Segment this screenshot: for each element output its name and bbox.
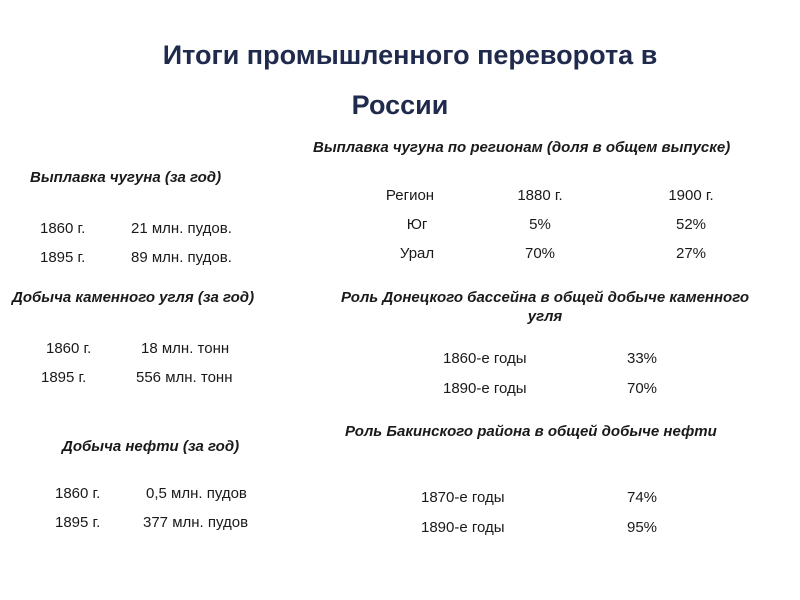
donetsk-role-heading: Роль Донецкого бассейна в общей добыче каменного угля: [340, 289, 749, 325]
donetsk-period-1860s: 1860-е годы: [443, 350, 527, 367]
oil-extraction-year-1860: 1860 г.: [55, 485, 101, 502]
iron-by-region-south-1880: 5%: [529, 216, 551, 233]
page-title: Итоги промышленного переворота в: [162, 40, 658, 70]
baku-period-1870s: 1870-е годы: [421, 489, 505, 506]
iron-smelting-value-1895: 89 млн. пудов.: [131, 249, 232, 266]
baku-share-1870s: 74%: [627, 489, 658, 506]
coal-mining-year-1860: 1860 г.: [46, 340, 92, 357]
oil-extraction-value-1895: 377 млн. пудов: [143, 514, 249, 531]
iron-smelting-year-1895: 1895 г.: [40, 249, 86, 266]
baku-role-heading: Роль Бакинского района в общей добыче нефти: [345, 423, 717, 440]
coal-mining-heading: Добыча каменного угля (за год): [12, 289, 255, 306]
coal-mining-year-1895: 1895 г.: [41, 369, 87, 386]
baku-share-1890s: 95%: [627, 519, 658, 536]
iron-by-region-ural: Урал: [399, 245, 435, 262]
donetsk-share-1860s: 33%: [627, 350, 658, 367]
iron-by-region-south: Юг: [406, 216, 428, 233]
iron-smelting-value-1860: 21 млн. пудов.: [131, 220, 232, 237]
iron-by-region-heading: Выплавка чугуна по регионам (доля в общем выпуске): [313, 139, 731, 156]
iron-by-region-column-region: Регион: [385, 187, 435, 204]
iron-smelting-year-1860: 1860 г.: [40, 220, 86, 237]
iron-by-region-south-1900: 52%: [675, 216, 707, 233]
donetsk-share-1890s: 70%: [627, 380, 658, 397]
oil-extraction-year-1895: 1895 г.: [55, 514, 101, 531]
iron-by-region-ural-1880: 70%: [524, 245, 556, 262]
donetsk-period-1890s: 1890-е годы: [443, 380, 527, 397]
page-title-continued: России: [351, 90, 449, 120]
oil-extraction-heading: Добыча нефти (за год): [62, 438, 240, 455]
iron-by-region-column-1900: 1900 г.: [668, 187, 714, 204]
baku-period-1890s: 1890-е годы: [421, 519, 505, 536]
coal-mining-value-1860: 18 млн. тонн: [141, 340, 230, 357]
iron-by-region-column-1880: 1880 г.: [517, 187, 563, 204]
oil-extraction-value-1860: 0,5 млн. пудов: [146, 485, 247, 502]
iron-by-region-ural-1900: 27%: [675, 245, 707, 262]
iron-smelting-heading: Выплавка чугуна (за год): [30, 169, 222, 186]
coal-mining-value-1895: 556 млн. тонн: [136, 369, 233, 386]
